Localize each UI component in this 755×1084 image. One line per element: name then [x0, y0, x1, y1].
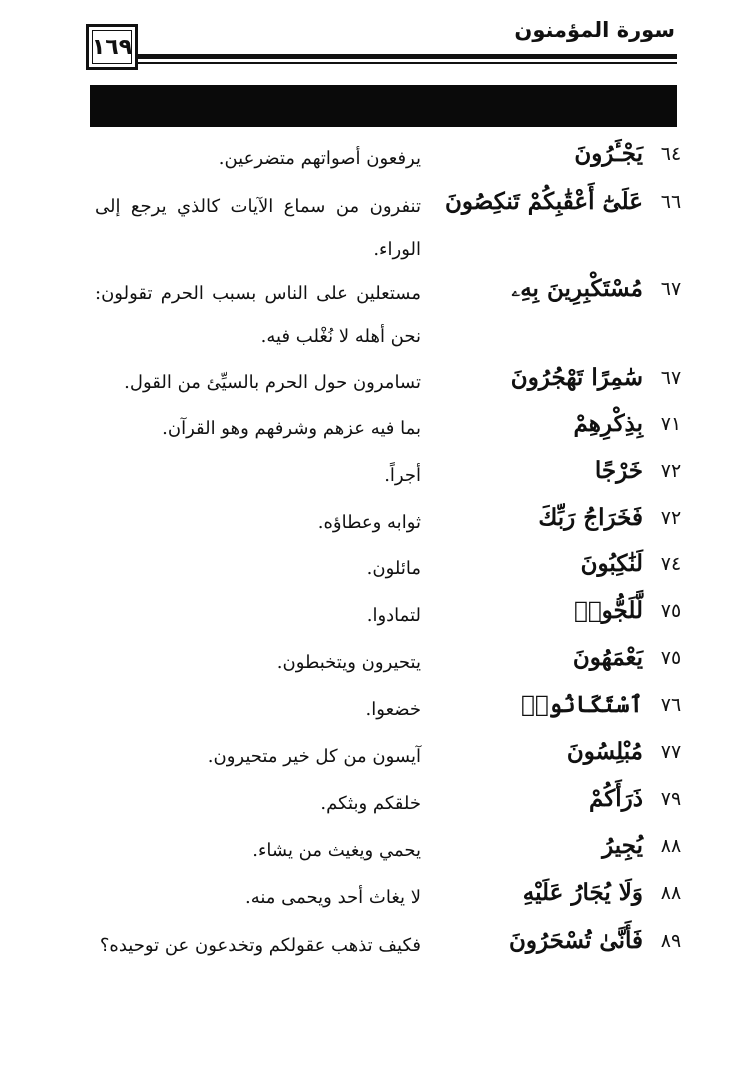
- surah-title: سورة المؤمنون: [514, 18, 675, 42]
- word-meaning: أجراً.: [384, 465, 421, 486]
- quran-word: يَعْمَهُونَ: [572, 644, 643, 671]
- verse-number: ٨٨: [660, 835, 682, 857]
- quran-word: بِذِكْرِهِمْ: [573, 410, 643, 437]
- verse-number: ٦٤: [660, 143, 682, 165]
- quran-word: سَٰمِرًا تَهْجُرُونَ: [510, 364, 643, 391]
- quran-word: ذَرَأَكُمْ: [589, 785, 643, 812]
- verse-number: ٨٩: [660, 930, 682, 952]
- quran-word: لَّلَجُّوا۟: [574, 597, 643, 624]
- verse-number: ٧١: [660, 413, 682, 435]
- quran-word: ٱسْتَكَانُوا۟: [521, 691, 643, 718]
- verse-number: ٧٦: [660, 694, 682, 716]
- verse-number: ٦٧: [660, 278, 682, 300]
- quran-word: يَجْـَٔرُونَ: [574, 140, 643, 167]
- verse-number: ٦٦: [660, 191, 682, 213]
- word-meaning: يتحيرون ويتخبطون.: [276, 652, 421, 673]
- verse-number: ٧٥: [660, 647, 682, 669]
- word-meaning: تنفرون من سماع الآيات كالذي يرجع إلى الوراء.: [95, 196, 421, 260]
- word-meaning: ثوابه وعطاؤه.: [317, 512, 421, 533]
- verse-number: ٧٩: [660, 788, 682, 810]
- word-meaning: يرفعون أصواتهم متضرعين.: [218, 148, 421, 169]
- word-meaning: خلقكم وبثكم.: [320, 793, 421, 814]
- word-meaning: فكيف تذهب عقولكم وتخدعون عن توحيده؟: [99, 935, 421, 956]
- word-meaning: خضعوا.: [365, 699, 421, 720]
- quran-word: خَرْجًا: [594, 457, 643, 484]
- word-meaning: لتمادوا.: [366, 605, 421, 626]
- word-meaning: مائلون.: [366, 558, 421, 579]
- quran-word: وَلَا يُجَارُ عَلَيْهِ: [522, 879, 643, 906]
- verse-number: ٧٤: [660, 553, 682, 575]
- page-number: ١٦٩: [86, 24, 138, 70]
- verse-number: ٧٢: [660, 507, 682, 529]
- verse-number: ٧٥: [660, 600, 682, 622]
- verse-number: ٧٧: [660, 741, 682, 763]
- quran-word: مُبْلِسُونَ: [566, 738, 643, 765]
- word-meaning: مستعلين على الناس بسبب الحرم تقولون: نحن أهله لا نُغْلب فيه.: [95, 283, 421, 347]
- quran-word: مُسْتَكْبِرِينَ بِهِۦ: [511, 275, 643, 302]
- verse-number: ٧٢: [660, 460, 682, 482]
- quran-word: عَلَىٰٓ أَعْقَٰبِكُمْ تَنكِصُونَ: [445, 188, 643, 215]
- word-meaning: يحمي ويغيث من يشاء.: [252, 840, 421, 861]
- quran-word: فَأَنَّىٰ تُسْحَرُونَ: [508, 927, 643, 954]
- word-meaning: لا يغاث أحد ويحمى منه.: [244, 887, 421, 908]
- verse-number: ٦٧: [660, 367, 682, 389]
- verse-number: ٨٨: [660, 882, 682, 904]
- quran-word: لَنَٰكِبُونَ: [580, 550, 643, 577]
- quran-word: يُجِيرُ: [602, 832, 643, 859]
- word-meaning: بما فيه عزهم وشرفهم وهو القرآن.: [162, 418, 421, 439]
- word-meaning: تسامرون حول الحرم بالسيِّئ من القول.: [124, 372, 421, 393]
- quran-word: فَخَرَاجُ رَبِّكَ: [538, 504, 643, 531]
- word-meaning: آيسون من كل خير متحيرون.: [207, 746, 421, 767]
